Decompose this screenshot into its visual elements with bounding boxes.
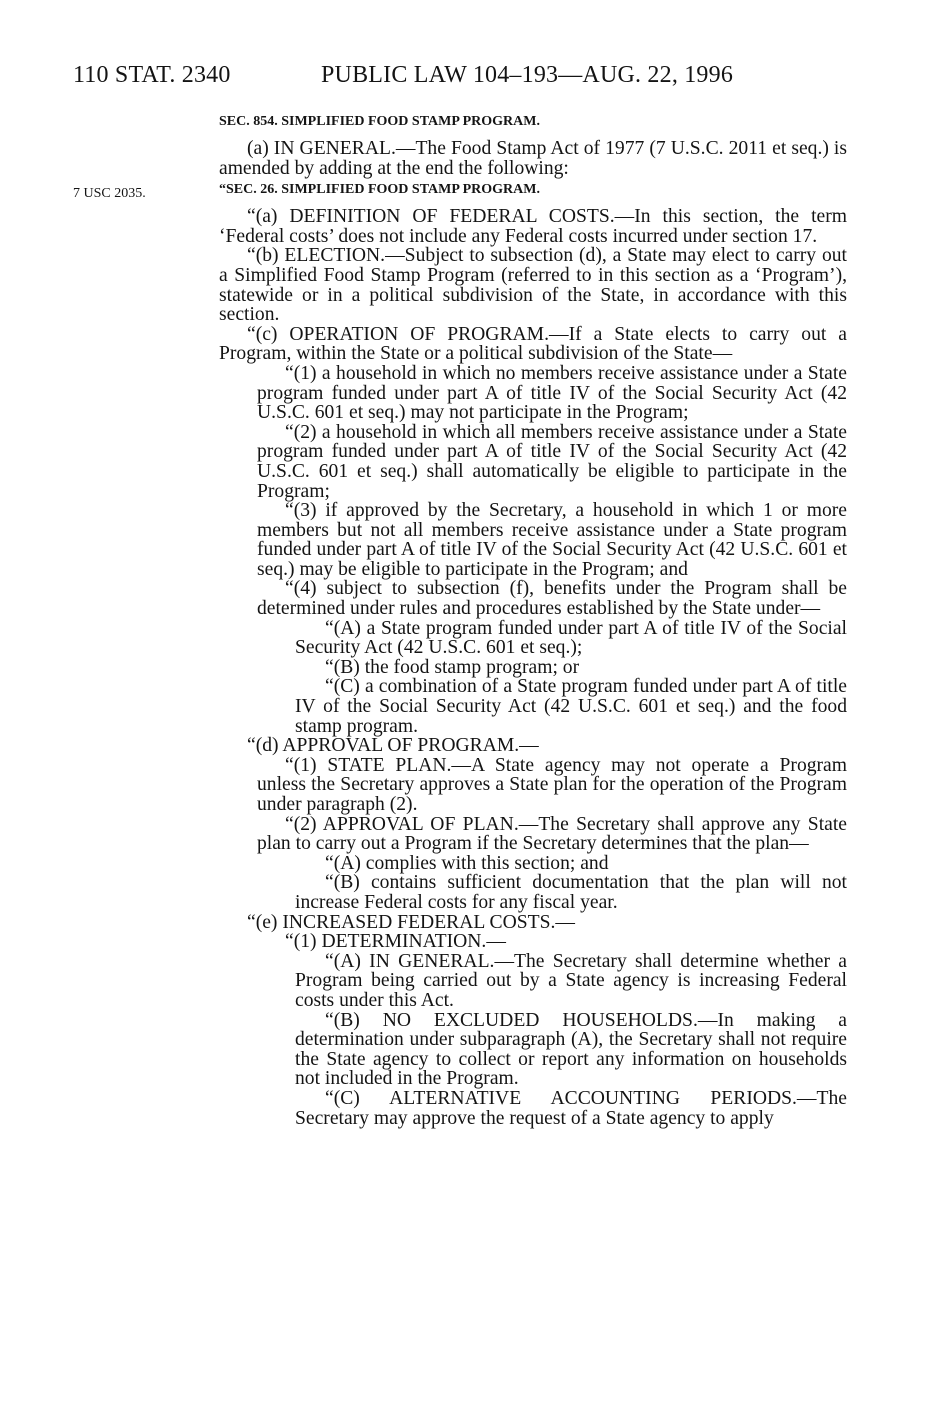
paragraph-e1: “(1) DETERMINATION.—: [285, 931, 506, 953]
page-stat-citation: 110 STAT. 2340: [73, 62, 231, 88]
subsection-d-approval: “(d) APPROVAL OF PROGRAM.—: [247, 735, 539, 757]
subparagraph-d2B: “(B) contains sufficient documentation that the plan will not increase Federal costs for any fiscal year.: [295, 872, 847, 913]
paragraph-d2: “(2) APPROVAL OF PLAN.—The Secretary shall approve any State plan to carry out a Program if the Secretary determines that the plan—: [257, 813, 847, 855]
paragraph-c2: “(2) a household in which all members receive assistance under a State program funded under part A of title IV of the Social Security Act (42 U.S.C. 601 et seq.) shall automatically be eligible to participate in the Program;: [257, 421, 847, 502]
subparagraph-c4B: “(B) the food stamp program; or: [325, 656, 580, 678]
subsection-b-election: “(b) ELECTION.—Subject to subsection (d), a State may elect to carry out a Simplified Food Stamp Program (referred to in this section as a ‘Program’), statewide or in a political subdivision of the State, in accordance with this section.: [219, 245, 847, 326]
section-854-heading: SEC. 854. SIMPLIFIED FOOD STAMP PROGRAM.: [219, 114, 540, 129]
paragraph-d1: “(1) STATE PLAN.—A State agency may not operate a Program unless the Secretary approves a State plan for the operation of the Program under paragraph (2).: [257, 754, 847, 815]
subparagraph-e1C: “(C) ALTERNATIVE ACCOUNTING PERIODS.—The Secretary may approve the request of a State agency to apply: [295, 1087, 847, 1129]
document-body: [219, 112, 847, 1128]
subparagraph-e1A: “(A) IN GENERAL.—The Secretary shall determine whether a Program being carried out by a State agency is increasing Federal costs under this Act.: [295, 950, 847, 1011]
paragraph-c3: “(3) if approved by the Secretary, a household in which 1 or more members but not all members receive assistance under a State program funded under part A of title IV of the Social Security Act (42 U.S.C. 601 et seq.) may be eligible to participate in the Program; and: [257, 500, 847, 580]
subsection-e-increased-costs: “(e) INCREASED FEDERAL COSTS.—: [247, 911, 576, 933]
paragraph-c1: “(1) a household in which no members receive assistance under a State program funded under part A of title IV of the Social Security Act (42 U.S.C. 601 et seq.) may not participate in the Program;: [257, 362, 847, 424]
subsection-a-in-general: (a) IN GENERAL.—The Food Stamp Act of 1977 (7 U.S.C. 2011 et seq.) is amended by adding at the end the following:: [219, 138, 847, 179]
public-law-citation: PUBLIC LAW 104–193—AUG. 22, 1996: [321, 62, 734, 88]
subparagraph-d2A: “(A) complies with this section; and: [325, 852, 609, 874]
running-head: [73, 62, 734, 89]
subparagraph-c4A: “(A) a State program funded under part A of title IV of the Social Security Act (42 U.S.C. 601 et seq.);: [295, 617, 847, 659]
subparagraph-c4C: “(C) a combination of a State program funded under part A of title IV of the Social Security Act (42 U.S.C. 601 et seq.) and the food stamp program.: [295, 676, 847, 737]
margin-note-usc: 7 USC 2035.: [73, 186, 146, 201]
section-26-heading: “SEC. 26. SIMPLIFIED FOOD STAMP PROGRAM.: [219, 182, 540, 198]
subparagraph-e1B: “(B) NO EXCLUDED HOUSEHOLDS.—In making a determination under subparagraph (A), the Secretary shall not require the State agency to collect or report any information on households not included in the Program.: [295, 1009, 847, 1090]
subsection-c-operation: “(c) OPERATION OF PROGRAM.—If a State elects to carry out a Program, within the State or a political subdivision of the State—: [219, 323, 847, 365]
paragraph-c4: “(4) subject to subsection (f), benefits under the Program shall be determined under rules and procedures established by the State under—: [257, 578, 847, 620]
subsection-a-definition: “(a) DEFINITION OF FEDERAL COSTS.—In this section, the term ‘Federal costs’ does not include any Federal costs incurred under section 17.: [219, 206, 847, 247]
